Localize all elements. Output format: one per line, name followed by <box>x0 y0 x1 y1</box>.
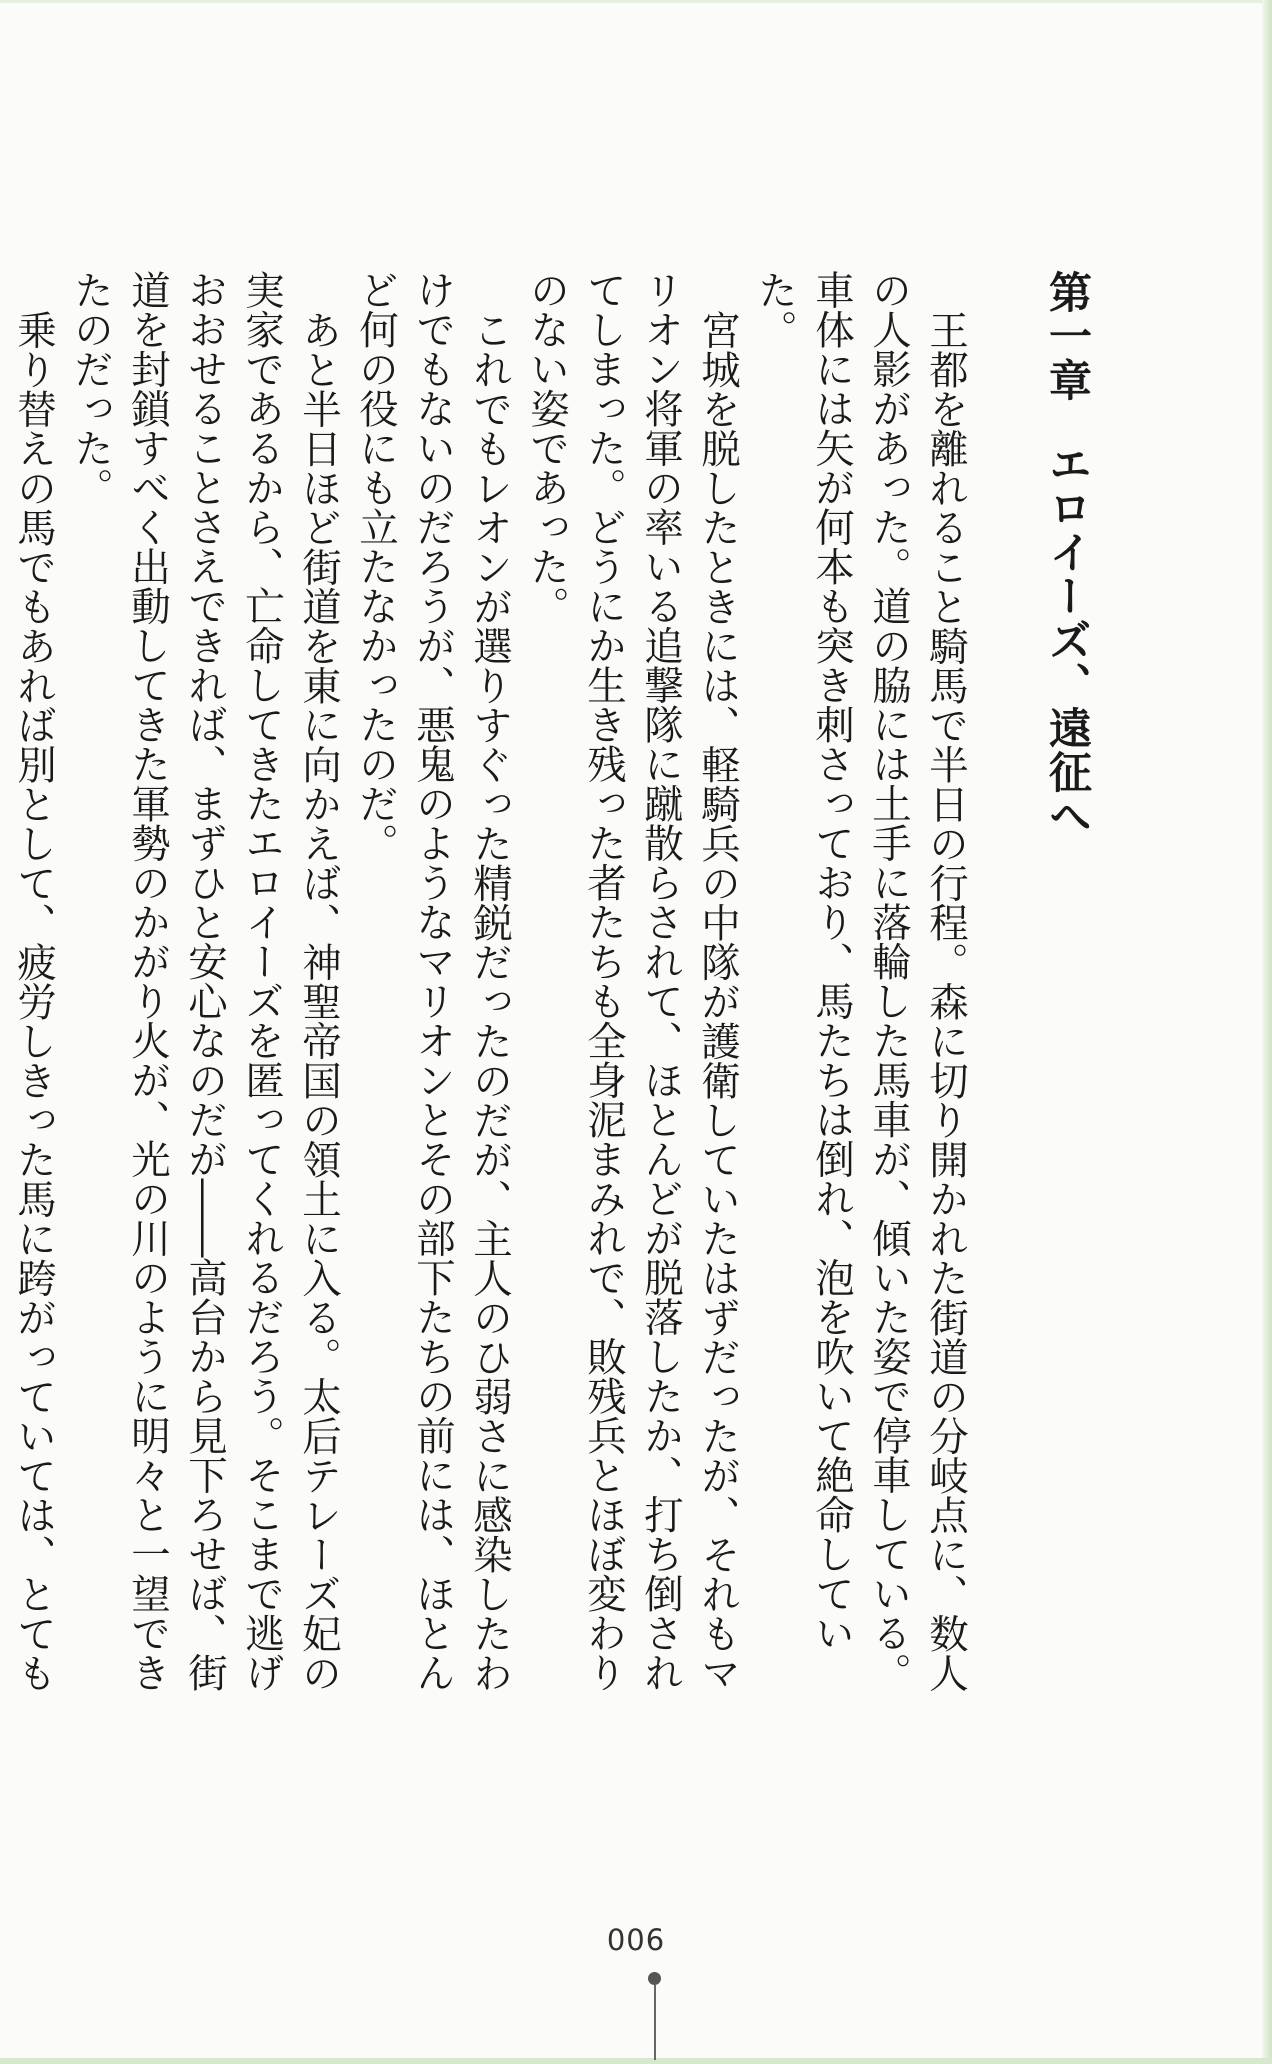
page-number: 006 <box>606 1923 666 1957</box>
chapter-heading <box>1040 270 1094 1710</box>
page-edge-top <box>0 0 1272 3</box>
paragraph: あと半日ほど街道を東に向かえば、神聖帝国の領土に入る。太后テレーズ妃の実家であるから、亡命してきたエロイーズを匿ってくれるだろう。そこまで逃げおおせることさえできれば、まずひと安心なのだが――高台から見下ろせば、街道を封鎖すべく出動してきた軍勢のかがり火が、光の川のように明々と一望できたのだった。 <box>68 270 342 1692</box>
page-edge-bottom <box>0 2058 1272 2064</box>
chapter-number: 第一章 <box>1042 270 1092 402</box>
paragraph: 乗り替えの馬でもあれば別として、疲労しきった馬に跨がっていては、とても <box>11 309 57 1692</box>
folio-dot-ornament <box>648 1972 661 1985</box>
paragraph: これでもレオンが選りすぐった精鋭だったのだが、主人のひ弱さに感染したわけでもないのだろうが、悪鬼のようなマリオンとその部下たちの前には、ほとんど何の役にも立たなかったのだ。 <box>353 270 513 1692</box>
chapter-title: エロイーズ、遠征へ <box>1042 442 1092 838</box>
vertical-text-body <box>11 270 1094 1710</box>
paragraph: 宮城を脱したときには、軽騎兵の中隊が護衛していたはずだったが、それもマリオン将軍の率いる追撃隊に蹴散らされて、ほとんどが脱落したか、打ち倒されてしまった。どうにか生き残った者たちも全身泥まみれで、敗残兵とほぼ変わりのない姿であった。 <box>524 270 741 1692</box>
paragraph: 王都を離れること騎馬で半日の行程。森に切り開かれた街道の分岐点に、数人の人影があった。道の脇には土手に落輪した馬車が、傾いた姿で停車している。車体には矢が何本も突き刺さっており、馬たちは倒れ、泡を吹いて絶命していた。 <box>752 270 969 1692</box>
page-edge-right <box>1262 0 1272 2064</box>
folio-line-ornament <box>654 1985 656 2060</box>
